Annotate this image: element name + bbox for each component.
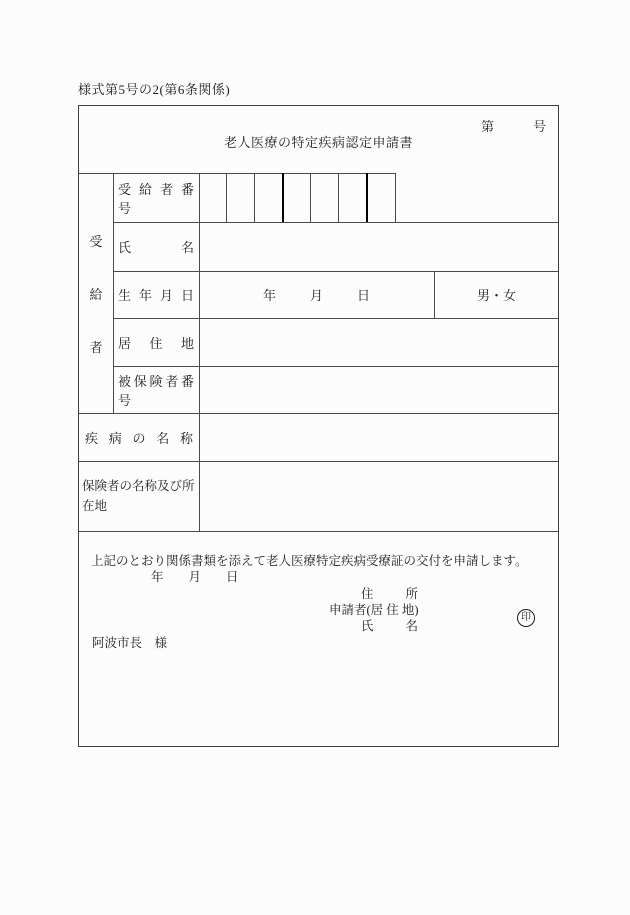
birth-unit-day: 日 <box>357 288 371 303</box>
sex-select-cell[interactable] <box>434 271 559 318</box>
sex-options: 男・女 <box>476 288 516 303</box>
insurer-input-cell[interactable] <box>199 461 559 531</box>
residence-input-cell[interactable] <box>199 318 559 366</box>
declaration-text: 上記のとおり関係書類を添えて老人医療特定疾病受療証の交付を申請します。 <box>91 554 528 568</box>
table-line <box>79 531 559 532</box>
form-code: 様式第5号の2(第6条関係) <box>78 82 231 97</box>
recipient-number-boxes <box>199 173 396 222</box>
name-label-cell <box>113 222 199 271</box>
disease-input-cell[interactable] <box>199 413 559 461</box>
birthdate-label: 生 年 月 日 <box>118 288 194 303</box>
name-input-cell[interactable] <box>199 222 559 271</box>
insurer-label: 保険者の名称及び所在地 <box>82 479 195 513</box>
recipient-number-box[interactable] <box>311 173 339 222</box>
birthdate-input-cell[interactable] <box>199 271 434 318</box>
recipient-number-label: 受 給 者 番 号 <box>118 181 194 216</box>
date-line[interactable]: 年 月 日 <box>151 570 239 584</box>
insured-number-input-cell[interactable] <box>199 366 559 413</box>
group-char: 者 <box>89 339 103 355</box>
insured-number-label-cell <box>113 366 199 413</box>
residence-label: 居 住 地 <box>118 335 194 351</box>
birth-unit-year: 年 <box>262 288 276 303</box>
residence-label-cell <box>113 318 199 366</box>
recipient-group-label <box>79 173 113 413</box>
group-char: 給 <box>89 286 103 302</box>
form-box <box>78 105 559 747</box>
page-title: 老人医療の特定疾病認定申請書 <box>223 135 413 150</box>
disease-label: 疾 病 の 名 称 <box>85 430 193 446</box>
seal-mark-icon: 印 <box>517 609 535 627</box>
address-label: 住所 <box>361 587 451 601</box>
name-label: 氏 名 <box>118 240 194 255</box>
doc-number: 第 号 <box>480 119 546 134</box>
recipient-number-label-cell <box>113 173 199 222</box>
applicant-label: 申請者(居 住 地) <box>329 603 419 617</box>
recipient-number-box[interactable] <box>339 173 368 222</box>
group-char: 受 <box>89 233 103 249</box>
recipient-number-box[interactable] <box>255 173 284 222</box>
recipient-number-box[interactable] <box>227 173 255 222</box>
recipient-number-box[interactable] <box>199 173 227 222</box>
birthdate-label-cell <box>113 271 199 318</box>
insurer-label-cell <box>79 461 199 531</box>
applicant-name-label: 氏名 <box>361 619 451 633</box>
insured-number-label: 被保険者番号 <box>118 373 194 408</box>
recipient-number-box[interactable] <box>368 173 396 222</box>
recipient-number-box[interactable] <box>284 173 312 222</box>
birth-unit-month: 月 <box>309 288 323 303</box>
disease-label-cell <box>79 413 199 461</box>
addressee: 阿波市長 様 <box>92 636 168 650</box>
